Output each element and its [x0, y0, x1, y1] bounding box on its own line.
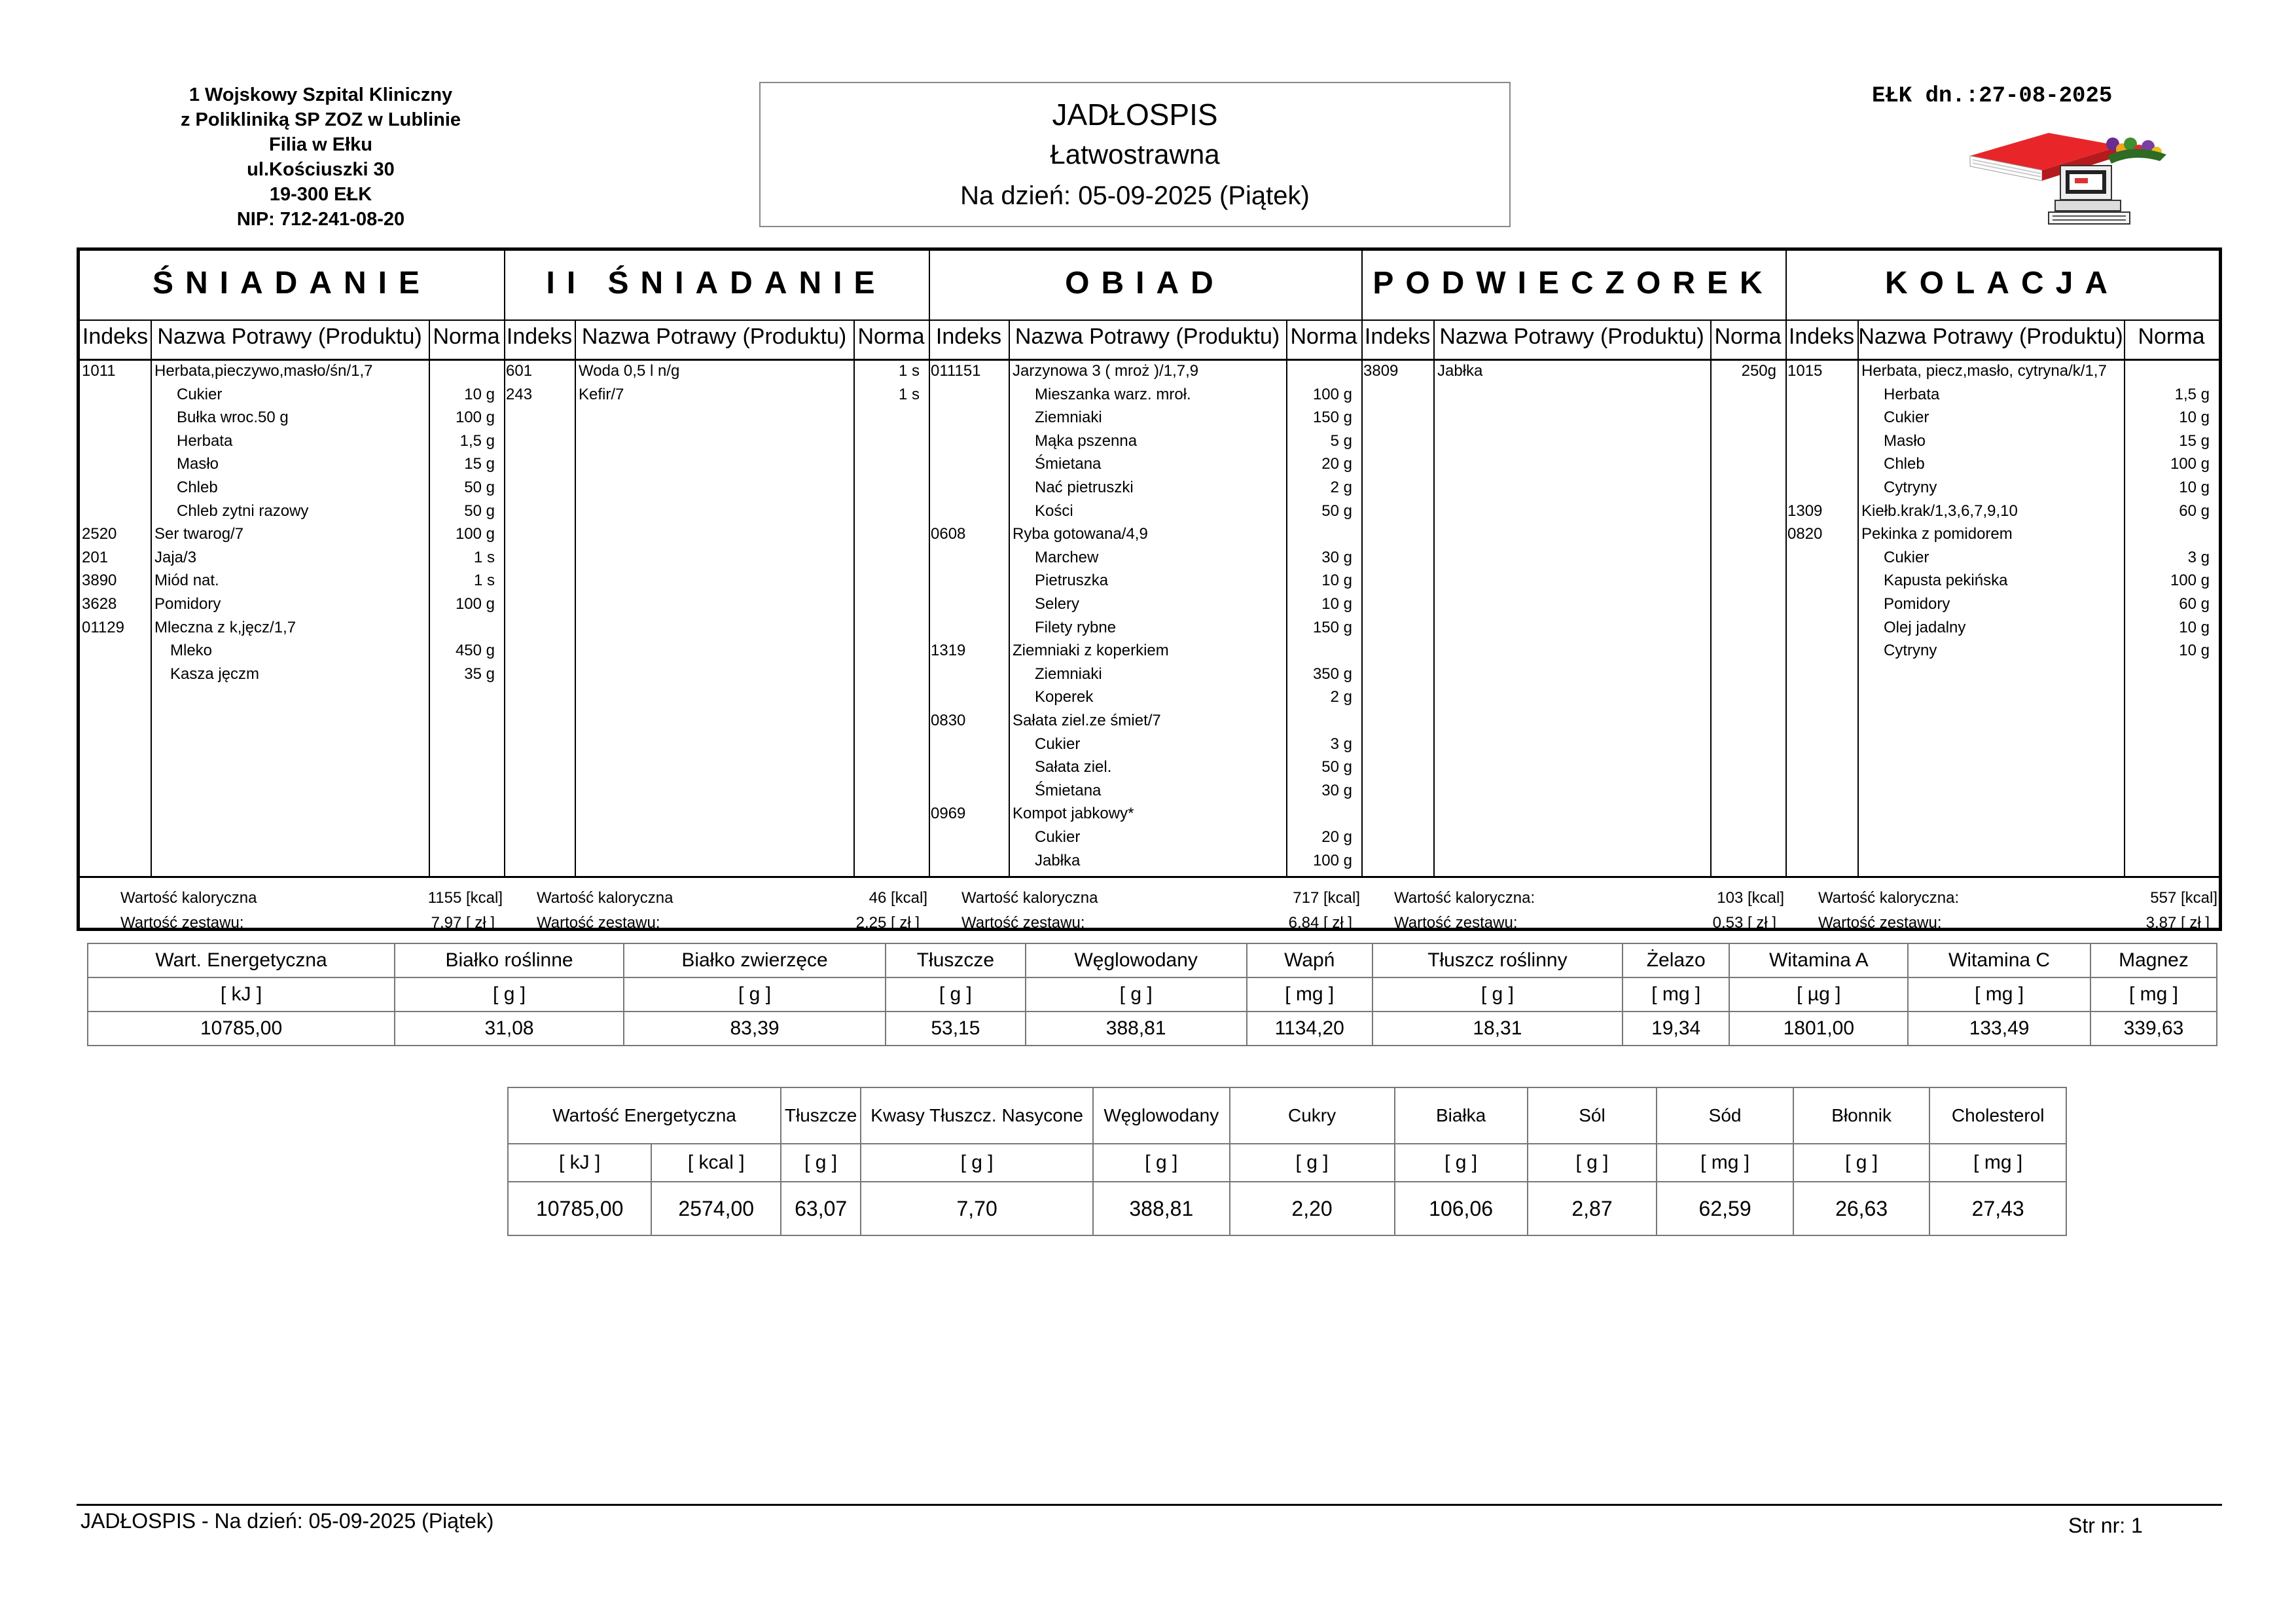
- nutrition-cell: [ g ]: [1026, 977, 1247, 1012]
- item-norm: 1,5 g: [459, 431, 495, 450]
- hospital-nip: NIP: 712-241-08-20: [236, 209, 405, 230]
- summary-header-cell: Białka: [1395, 1087, 1528, 1144]
- menu-table: [77, 247, 2222, 931]
- summary-cell: 2574,00: [651, 1182, 781, 1235]
- item-norm: 10 g: [2179, 642, 2210, 660]
- item-norm: 10 g: [464, 385, 495, 403]
- cost-label: Wartość zestawu:: [537, 914, 660, 932]
- dish-name: Herbata,pieczywo,masło/śn/1,7: [154, 362, 373, 380]
- nutrition-cell: [ kJ ]: [88, 977, 395, 1012]
- nutrition-cell: 339,63: [2090, 1012, 2217, 1046]
- ingredient-name: Cukier: [1035, 735, 1081, 753]
- footer-title: JADŁOSPIS - Na dzień: 05-09-2025 (Piątek): [81, 1509, 494, 1533]
- nutrition-cell: 133,49: [1908, 1012, 2090, 1046]
- nutrition-cell: [ mg ]: [1908, 977, 2090, 1012]
- meal-title: KOLACJA: [1884, 266, 2119, 301]
- menu-date: Na dzień: 05-09-2025 (Piątek): [960, 181, 1310, 210]
- item-norm: 100 g: [455, 409, 495, 427]
- summary-row-headers: [508, 1087, 2066, 1144]
- hospital-parent: z Polikliniką SP ZOZ w Lublinie: [180, 109, 461, 130]
- item-index: 01129: [82, 618, 124, 636]
- summary-cell: [ mg ]: [1657, 1144, 1793, 1182]
- ingredient-name: Cukier: [177, 385, 223, 403]
- item-norm: 100 g: [455, 525, 495, 543]
- column-header-index: Indeks: [1364, 324, 1431, 349]
- item-index: 011151: [931, 362, 981, 380]
- nutrition-cell: [ g ]: [886, 977, 1026, 1012]
- summary-cell: 7,70: [861, 1182, 1093, 1235]
- nutrition-cell: [ mg ]: [1623, 977, 1729, 1012]
- book-computer-logo-icon: [1957, 130, 2179, 228]
- item-index: 0830: [931, 712, 966, 729]
- column-header-name: Nazwa Potrawy (Produktu): [1858, 324, 2123, 349]
- item-index: 3628: [82, 595, 117, 613]
- nutrition-cell: 83,39: [624, 1012, 886, 1046]
- item-index: 243: [506, 385, 533, 403]
- item-norm: 15 g: [464, 455, 495, 473]
- title-box: [759, 82, 1511, 227]
- nutrition-cell: 1801,00: [1729, 1012, 1908, 1046]
- ingredient-name: Selery: [1035, 595, 1080, 613]
- summary-cell: 26,63: [1793, 1182, 1930, 1235]
- calorie-label: Wartość kaloryczna: [961, 889, 1098, 907]
- item-norm: 60 g: [2179, 595, 2210, 613]
- summary-header-cell: Kwasy Tłuszcz. Nasycone: [861, 1087, 1093, 1144]
- item-norm: 10 g: [2179, 618, 2210, 636]
- ingredient-name: Śmietana: [1035, 781, 1102, 799]
- nutrition-cell: [ µg ]: [1729, 977, 1908, 1012]
- summary-cell: 27,43: [1929, 1182, 2066, 1235]
- summary-cell: 10785,00: [508, 1182, 651, 1235]
- summary-header-cell: Błonnik: [1793, 1087, 1930, 1144]
- item-index: 0608: [931, 525, 966, 543]
- column-header-norm: Norma: [1290, 324, 1357, 349]
- cost-value: 2,25 [ zł ]: [855, 914, 920, 932]
- ingredient-name: Masło: [1884, 431, 1926, 450]
- summary-cell: [ mg ]: [1929, 1144, 2066, 1182]
- ingredient-name: Cukier: [1884, 548, 1929, 566]
- nutrition-cell: 53,15: [886, 1012, 1026, 1046]
- item-norm: 100 g: [455, 595, 495, 613]
- column-header-name: Nazwa Potrawy (Produktu): [1014, 324, 1280, 349]
- column-divider: [1433, 319, 1435, 876]
- summary-cell: [ g ]: [1395, 1144, 1528, 1182]
- ingredient-name: Chleb: [1884, 455, 1925, 473]
- page-number: Str nr: 1: [2068, 1514, 2143, 1537]
- column-divider: [1710, 319, 1712, 876]
- cost-label: Wartość zestawu:: [1818, 914, 1942, 932]
- dish-name: Jarzynowa 3 ( mroż )/1,7,9: [1013, 362, 1199, 380]
- ingredient-name: Nać pietruszki: [1035, 479, 1134, 496]
- summary-cell: [ kJ ]: [508, 1144, 651, 1182]
- ingredient-name: Sałata ziel.: [1035, 758, 1112, 776]
- nutrition-cell: Tłuszcze: [886, 943, 1026, 977]
- dish-name: Kiełb.krak/1,3,6,7,9,10: [1861, 501, 2018, 520]
- hospital-name: 1 Wojskowy Szpital Kliniczny: [188, 84, 453, 105]
- nutrition-cell: 19,34: [1623, 1012, 1729, 1046]
- ingredient-name: Chleb: [177, 479, 218, 496]
- dish-name: Sałata ziel.ze śmiet/7: [1013, 712, 1161, 729]
- item-norm: 30 g: [1321, 548, 1352, 566]
- column-header-name: Nazwa Potrawy (Produktu): [1439, 324, 1704, 349]
- ingredient-name: Herbata: [1884, 385, 1940, 403]
- item-norm: 35 g: [464, 665, 495, 683]
- column-divider: [151, 319, 152, 876]
- ingredient-name: Mleko: [170, 642, 213, 660]
- nutrition-cell: Węglowodany: [1026, 943, 1247, 977]
- ingredient-name: Bułka wroc.50 g: [177, 409, 289, 427]
- ingredient-name: Marchew: [1035, 548, 1099, 566]
- item-index: 0969: [931, 805, 966, 823]
- summary-header-cell: Cukry: [1230, 1087, 1395, 1144]
- nutrition-cell: [ mg ]: [1247, 977, 1372, 1012]
- item-norm: 1 s: [473, 548, 495, 566]
- calorie-value: 557 [kcal]: [2150, 889, 2217, 907]
- dish-name: Jabłka: [1437, 362, 1483, 380]
- ingredient-name: Ziemniaki: [1035, 409, 1102, 427]
- nutrition-cell: [ g ]: [624, 977, 886, 1012]
- summary-row-units: [508, 1144, 2066, 1182]
- ingredient-name: Koperek: [1035, 688, 1094, 706]
- summary-cell: [ g ]: [1528, 1144, 1657, 1182]
- item-norm: 100 g: [1312, 851, 1352, 869]
- summary-cell: 62,59: [1657, 1182, 1793, 1235]
- item-norm: 450 g: [455, 642, 495, 660]
- ingredient-name: Cytryny: [1884, 642, 1937, 660]
- document-date: EŁK dn.:27-08-2025: [1872, 84, 2113, 109]
- summary-header-cell: Tłuszcze: [781, 1087, 861, 1144]
- item-norm: 5 g: [1330, 431, 1352, 450]
- item-index: 2520: [82, 525, 117, 543]
- calorie-label: Wartość kaloryczna: [120, 889, 257, 907]
- calorie-label: Wartość kaloryczna: [537, 889, 673, 907]
- item-norm: 2 g: [1330, 688, 1352, 706]
- summary-cell: [ g ]: [781, 1144, 861, 1182]
- summary-header-cell: Sól: [1528, 1087, 1657, 1144]
- item-norm: 30 g: [1321, 781, 1352, 799]
- ingredient-name: Olej jadalny: [1884, 618, 1966, 636]
- nutrition-cell: Wart. Energetyczna: [88, 943, 395, 977]
- nutrition-cell: Żelazo: [1623, 943, 1729, 977]
- dish-name: Jaja/3: [154, 548, 197, 566]
- hospital-address: [118, 82, 524, 232]
- column-header-index: Indeks: [82, 324, 149, 349]
- item-norm: 150 g: [1312, 618, 1352, 636]
- nutrition-cell: Białko roślinne: [395, 943, 624, 977]
- item-norm: 20 g: [1321, 455, 1352, 473]
- ingredient-name: Śmietana: [1035, 455, 1102, 473]
- meal-title: PODWIECZOREK: [1372, 266, 1774, 301]
- row-divider: [80, 359, 2219, 361]
- dish-name: Pekinka z pomidorem: [1861, 525, 2013, 543]
- column-header-index: Indeks: [935, 324, 1002, 349]
- dish-name: Ser twarog/7: [154, 525, 244, 543]
- item-norm: 150 g: [1312, 409, 1352, 427]
- nutrition-cell: Wapń: [1247, 943, 1372, 977]
- item-norm: 50 g: [464, 501, 495, 520]
- row-divider: [80, 319, 2219, 321]
- item-index: 3809: [1363, 362, 1399, 380]
- ingredient-name: Cukier: [1884, 409, 1929, 427]
- item-index: 0820: [1787, 525, 1823, 543]
- cost-label: Wartość zestawu:: [961, 914, 1085, 932]
- calorie-value: 103 [kcal]: [1717, 889, 1784, 907]
- nutrition-row-units: [88, 977, 2217, 1012]
- diet-name: Łatwostrawna: [1050, 139, 1220, 170]
- summary-cell: 388,81: [1093, 1182, 1230, 1235]
- ingredient-name: Kości: [1035, 501, 1073, 520]
- column-header-index: Indeks: [1788, 324, 1855, 349]
- item-norm: 60 g: [2179, 501, 2210, 520]
- item-norm: 1 s: [898, 385, 920, 403]
- item-norm: 100 g: [2170, 572, 2210, 590]
- ingredient-name: Kasza jęczm: [170, 665, 260, 683]
- hospital-city: 19-300 EŁK: [269, 184, 372, 205]
- column-divider: [575, 319, 576, 876]
- item-norm: 3 g: [1330, 735, 1352, 753]
- dish-name: Ryba gotowana/4,9: [1013, 525, 1148, 543]
- column-header-norm: Norma: [433, 324, 500, 349]
- ingredient-name: Herbata: [177, 431, 233, 450]
- summary-cell: [ g ]: [1093, 1144, 1230, 1182]
- nutrition-cell: [ g ]: [1372, 977, 1623, 1012]
- dish-name: Ziemniaki z koperkiem: [1013, 642, 1169, 660]
- nutrition-cell: 388,81: [1026, 1012, 1247, 1046]
- cost-label: Wartość zestawu:: [1394, 914, 1518, 932]
- nutrition-cell: Magnez: [2090, 943, 2217, 977]
- summary-cell: 2,87: [1528, 1182, 1657, 1235]
- item-norm: 15 g: [2179, 431, 2210, 450]
- calorie-value: 717 [kcal]: [1293, 889, 1360, 907]
- item-index: 1011: [82, 362, 116, 380]
- page-title: JADŁOSPIS: [1052, 98, 1218, 132]
- dish-name: Mleczna z k,jęcz/1,7: [154, 618, 296, 636]
- summary-cell: 63,07: [781, 1182, 861, 1235]
- ingredient-name: Chleb zytni razowy: [177, 501, 309, 520]
- item-norm: 10 g: [2179, 409, 2210, 427]
- column-header-norm: Norma: [857, 324, 925, 349]
- nutrition-cell: 18,31: [1372, 1012, 1623, 1046]
- item-norm: 100 g: [2170, 455, 2210, 473]
- nutrition-cell: [ g ]: [395, 977, 624, 1012]
- item-norm: 350 g: [1312, 665, 1352, 683]
- summary-cell: 2,20: [1230, 1182, 1395, 1235]
- item-norm: 250g: [1741, 362, 1776, 380]
- dish-name: Pomidory: [154, 595, 221, 613]
- dish-name: Kefir/7: [579, 385, 624, 403]
- item-index: 1319: [931, 642, 966, 660]
- nutrition-cell: 10785,00: [88, 1012, 395, 1046]
- ingredient-name: Mąka pszenna: [1035, 431, 1138, 450]
- item-norm: 50 g: [1321, 501, 1352, 520]
- calorie-label: Wartość kaloryczna:: [1818, 889, 1960, 907]
- nutrition-row-headers: [88, 943, 2217, 977]
- ingredient-name: Filety rybne: [1035, 618, 1117, 636]
- summary-row-values: [508, 1182, 2066, 1235]
- summary-cell: [ kcal ]: [651, 1144, 781, 1182]
- ingredient-name: Ziemniaki: [1035, 665, 1102, 683]
- column-header-index: Indeks: [506, 324, 573, 349]
- summary-nutrition-table: [507, 1087, 2067, 1236]
- cost-value: 7,97 [ zł ]: [431, 914, 495, 932]
- item-norm: 50 g: [464, 479, 495, 496]
- cost-value: 3,87 [ zł ]: [2145, 914, 2210, 932]
- calorie-label: Wartość kaloryczna:: [1394, 889, 1535, 907]
- item-norm: 2 g: [1330, 479, 1352, 496]
- column-header-norm: Norma: [2138, 324, 2205, 349]
- item-index: 1309: [1787, 501, 1823, 520]
- calorie-value: 46 [kcal]: [869, 889, 927, 907]
- nutrition-table: [87, 943, 2217, 1046]
- meal-title: OBIAD: [1065, 266, 1225, 301]
- ingredient-name: Mieszanka warz. mroł.: [1035, 385, 1191, 403]
- item-norm: 20 g: [1321, 828, 1352, 846]
- column-header-norm: Norma: [1714, 324, 1782, 349]
- meal-title: II ŚNIADANIE: [546, 266, 887, 301]
- column-divider: [1009, 319, 1010, 876]
- cost-label: Wartość zestawu:: [120, 914, 244, 932]
- item-norm: 1 s: [898, 362, 920, 380]
- nutrition-cell: 31,08: [395, 1012, 624, 1046]
- row-divider: [80, 876, 2219, 878]
- item-index: 601: [506, 362, 533, 380]
- item-index: 1015: [1787, 362, 1823, 380]
- nutrition-cell: [ mg ]: [2090, 977, 2217, 1012]
- footer-divider: [77, 1504, 2222, 1506]
- item-norm: 10 g: [1321, 572, 1352, 590]
- nutrition-cell: Tłuszcz roślinny: [1372, 943, 1623, 977]
- ingredient-name: Pomidory: [1884, 595, 1950, 613]
- nutrition-cell: Białko zwierzęce: [624, 943, 886, 977]
- calorie-value: 1155 [kcal]: [427, 889, 503, 907]
- item-norm: 10 g: [1321, 595, 1352, 613]
- summary-header-cell: Sód: [1657, 1087, 1793, 1144]
- ingredient-name: Jabłka: [1035, 851, 1081, 869]
- summary-header-cell: Wartość Energetyczna: [508, 1087, 781, 1144]
- nutrition-row-values: [88, 1012, 2217, 1046]
- hospital-branch: Filia w Ełku: [269, 134, 372, 155]
- dish-name: Miód nat.: [154, 572, 219, 590]
- nutrition-cell: Witamina C: [1908, 943, 2090, 977]
- column-header-name: Nazwa Potrawy (Produktu): [157, 324, 422, 349]
- ingredient-name: Cukier: [1035, 828, 1081, 846]
- column-divider: [1857, 319, 1859, 876]
- summary-header-cell: Cholesterol: [1929, 1087, 2066, 1144]
- dish-name: Herbata, piecz,masło, cytryna/k/1,7: [1861, 362, 2107, 380]
- nutrition-cell: Witamina A: [1729, 943, 1908, 977]
- item-norm: 1 s: [473, 572, 495, 590]
- ingredient-name: Masło: [177, 455, 219, 473]
- summary-cell: 106,06: [1395, 1182, 1528, 1235]
- dish-name: Woda 0,5 l n/g: [579, 362, 680, 380]
- item-index: 201: [82, 548, 109, 566]
- item-norm: 10 g: [2179, 479, 2210, 496]
- meal-title: ŚNIADANIE: [152, 266, 432, 301]
- item-norm: 50 g: [1321, 758, 1352, 776]
- nutrition-cell: 1134,20: [1247, 1012, 1372, 1046]
- summary-cell: [ g ]: [1230, 1144, 1395, 1182]
- dish-name: Kompot jabkowy*: [1013, 805, 1134, 823]
- cost-value: 0,53 [ zł ]: [1712, 914, 1776, 932]
- summary-cell: [ g ]: [1793, 1144, 1930, 1182]
- ingredient-name: Kapusta pekińska: [1884, 572, 2008, 590]
- ingredient-name: Pietruszka: [1035, 572, 1109, 590]
- column-header-name: Nazwa Potrawy (Produktu): [581, 324, 847, 349]
- summary-cell: [ g ]: [861, 1144, 1093, 1182]
- item-index: 3890: [82, 572, 117, 590]
- item-norm: 1,5 g: [2174, 385, 2210, 403]
- hospital-street: ul.Kościuszki 30: [247, 159, 395, 180]
- item-norm: 3 g: [2187, 548, 2210, 566]
- item-norm: 100 g: [1312, 385, 1352, 403]
- ingredient-name: Cytryny: [1884, 479, 1937, 496]
- cost-value: 6,84 [ zł ]: [1288, 914, 1352, 932]
- summary-header-cell: Węglowodany: [1093, 1087, 1230, 1144]
